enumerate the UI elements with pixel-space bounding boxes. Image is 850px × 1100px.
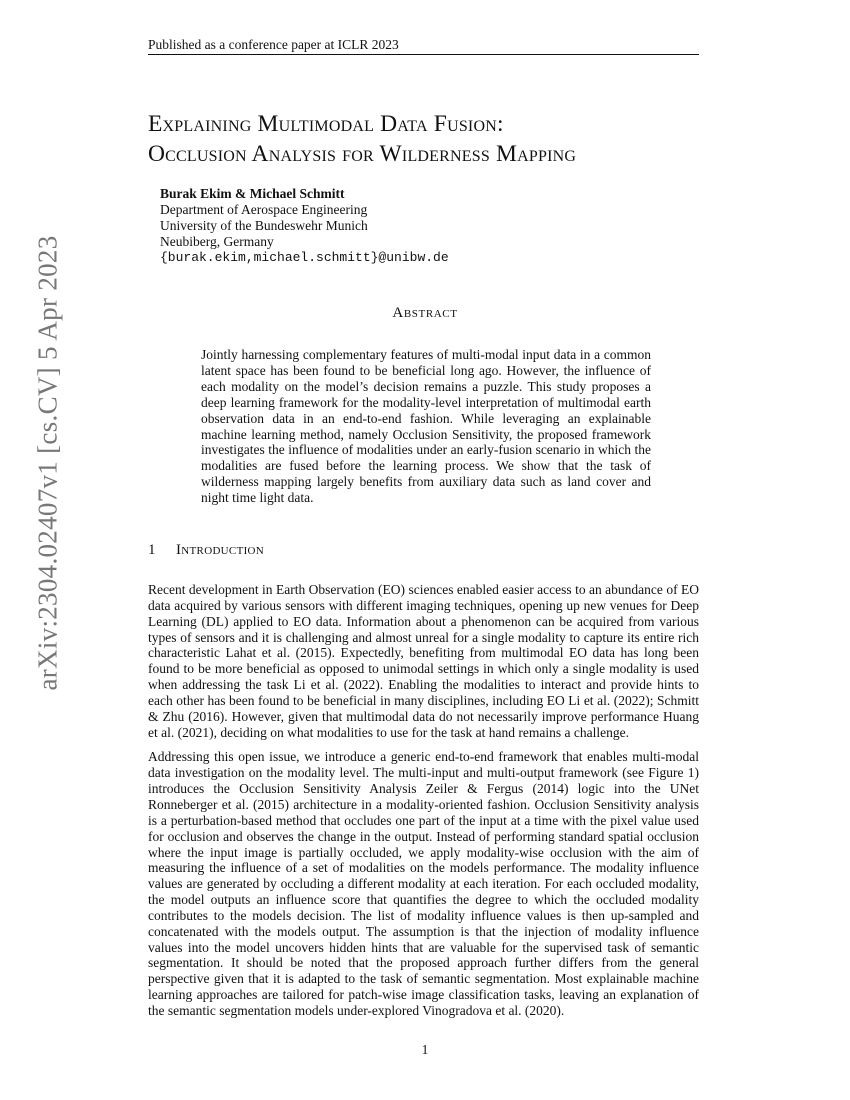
title-line-2: Occlusion Analysis for Wilderness Mapping [148, 141, 577, 167]
section-number: 1 [148, 542, 156, 558]
affiliation-location: Neubiberg, Germany [160, 234, 274, 249]
section-heading-introduction [148, 542, 699, 559]
section-title: Introduction [176, 542, 265, 558]
abstract-heading: Abstract [392, 305, 458, 321]
affiliation-department: Department of Aerospace Engineering [160, 202, 368, 217]
paper-title [148, 109, 748, 169]
paragraph: Recent development in Earth Observation (EO) sciences enabled easier access to an abundance of EO data acquired by various sensors with different imaging techniques, opening up new venues for Deep Learning (DL) applied to EO data. Information about a phenomenon can be acquired from various types of sensors and it is challenging and almost unreal for a single modality to capture its entire rich characteristic Lahat et al. (2015). Expectedly, benefiting from multimodal EO data has long been found to be more beneficial as opposed to unimodal settings in which only a single modality is used when addressing the task Li et al. (2022). Enabling the modalities to interact and provide hints to each other has been found to be beneficial in many disciplines, including EO Li et al. (2022); Schmitt & Zhu (2016). However, given that multimodal data do not necessarily improve performance Huang et al. (2021), deciding on what modalities to use for the task at hand remains a challenge. [148, 582, 699, 740]
title-line-1: Explaining Multimodal Data Fusion: [148, 111, 504, 137]
header-rule [148, 54, 699, 55]
arxiv-stamp: arXiv:2304.02407v1 [cs.CV] 5 Apr 2023 [32, 235, 63, 691]
author-names: Burak Ekim & Michael Schmitt [160, 186, 345, 201]
introduction-body [148, 582, 699, 1028]
author-email: {burak.ekim,michael.schmitt}@unibw.de [160, 250, 449, 265]
affiliation-university: University of the Bundeswehr Munich [160, 218, 368, 233]
abstract-text: Jointly harnessing complementary features of multi-modal input data in a common latent space has been found to be beneficial long ago. However, the influence of each modality on the model’s decision remains a puzzle. This study proposes a deep learning framework for the modality-level interpretation of multimodal earth observation data in an end-to-end fashion. While leveraging an explainable machine learning method, namely Occlusion Sensitivity, the proposed framework investigates the influence of modalities under an early-fusion scenario in which the modalities are fused before the learning process. We show that the task of wilderness mapping largely benefits from auxiliary data such as land cover and night time light data. [201, 347, 651, 506]
running-header: Published as a conference paper at ICLR 2023 [148, 37, 399, 52]
author-block [160, 186, 660, 266]
page-number: 1 [421, 1042, 429, 1057]
paragraph: Addressing this open issue, we introduce a generic end-to-end framework that enables multi-modal data investigation on the modality level. The multi-input and multi-output framework (see Figure 1) introduces the Occlusion Sensitivity Analysis Zeiler & Fergus (2014) logic into the UNet Ronneberger et al. (2015) architecture in a modality-oriented fashion. Occlusion Sensitivity analysis is a perturbation-based method that occludes one part of the input at a time with the pixel value used for occlusion and observes the change in the output. Instead of performing standard spatial occlusion where the input image is partially occluded, we apply modality-wise occlusion with the aim of measuring the influence of a set of modalities on the models performance. The modality influence values are generated by occluding a different modality at each iteration. For each occluded modality, the model outputs an influence score that quantifies the degree to which the occluded modality contributes to the models decision. The list of modality influence values is then up-sampled and concatenated with the models output. The assumption is that the injection of modality influence values into the model uncovers hidden hints that are valuable for the supervised task of semantic segmentation. It should be noted that the proposed approach further differs from the general perspective given that it is adapted to the task of semantic segmentation. Most explainable machine learning approaches are tailored for patch-wise image classification tasks, leaving an explanation of the semantic segmentation models under-explored Vinogradova et al. (2020). [148, 749, 699, 1018]
